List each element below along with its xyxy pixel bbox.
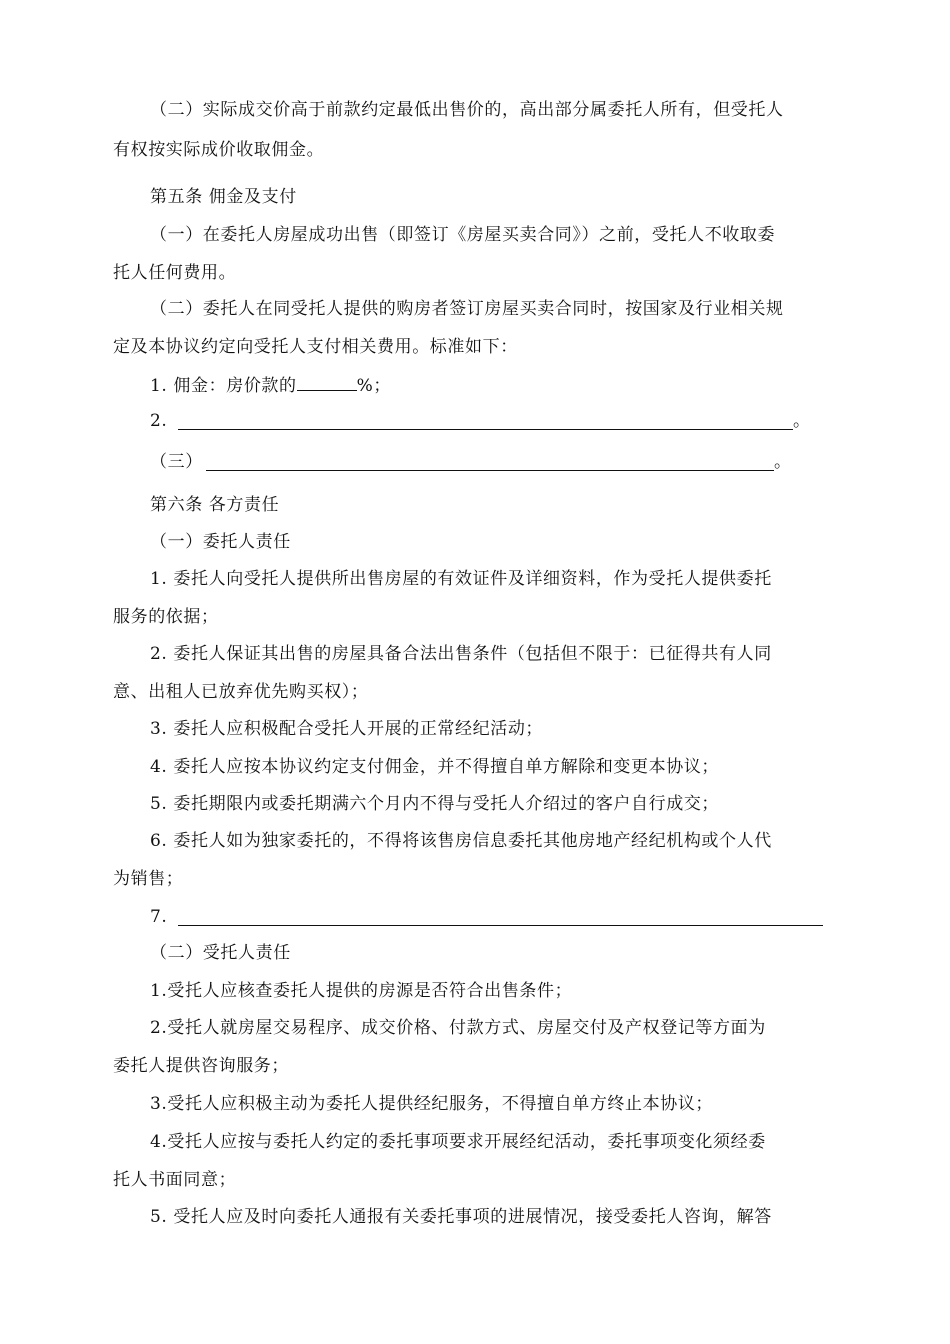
- paragraph-line: 2.受托人就房屋交易程序、成交价格、付款方式、房屋交付及产权登记等方面为: [150, 1018, 766, 1038]
- section-title-agent: （二）受托人责任: [150, 943, 291, 963]
- paragraph-line: 委托人提供咨询服务；: [113, 1056, 289, 1076]
- paragraph-line: 意、出租人已放弃优先购买权）；: [113, 682, 369, 702]
- fee-item-2-number: 2.: [150, 411, 168, 431]
- fee-item-2-blank: [178, 429, 793, 430]
- paragraph-line: 有权按实际成价收取佣金。: [113, 140, 325, 160]
- paragraph-line: 服务的依据；: [113, 607, 219, 627]
- article-5-title: 第五条 佣金及支付: [150, 187, 297, 207]
- section-title-principal: （一）委托人责任: [150, 532, 291, 552]
- paragraph-line: 3.受托人应积极主动为委托人提供经纪服务，不得擅自单方终止本协议；: [150, 1094, 714, 1114]
- paragraph-line: 托人书面同意；: [113, 1170, 237, 1190]
- paragraph-line: 托人任何费用。: [113, 263, 237, 283]
- item-7-blank: [178, 925, 823, 926]
- paragraph-line: 4.受托人应按与委托人约定的委托事项要求开展经纪活动，委托事项变化须经委: [150, 1132, 766, 1152]
- fee-item-3-number: （三）: [150, 452, 203, 472]
- item-7-number: 7.: [150, 907, 168, 927]
- fee-item-3-end: 。: [774, 452, 792, 472]
- paragraph-line: 4. 委托人应按本协议约定支付佣金，并不得擅自单方解除和变更本协议；: [150, 757, 720, 777]
- paragraph-line: （二）实际成交价高于前款约定最低出售价的，高出部分属委托人所有，但受托人: [150, 100, 784, 120]
- paragraph-line: 为销售；: [113, 869, 184, 889]
- commission-percent-blank: [297, 372, 357, 391]
- paragraph-line: 2. 委托人保证其出售的房屋具备合法出售条件（包括但不限于：已征得共有人同: [150, 644, 772, 664]
- fee-item-1-suffix: %；: [356, 376, 391, 396]
- fee-item-1: [150, 372, 391, 397]
- article-6-title: 第六条 各方责任: [150, 495, 280, 515]
- paragraph-line: 定及本协议约定向受托人支付相关费用。标准如下：: [113, 337, 518, 357]
- paragraph-line: 5. 委托期限内或委托期满六个月内不得与受托人介绍过的客户自行成交；: [150, 794, 720, 814]
- paragraph-line: 6. 委托人如为独家委托的，不得将该售房信息委托其他房地产经纪机构或个人代: [150, 831, 772, 851]
- paragraph-line: 3. 委托人应积极配合受托人开展的正常经纪活动；: [150, 719, 544, 739]
- paragraph-line: （一）在委托人房屋成功出售（即签订《房屋买卖合同》）之前，受托人不收取委: [150, 225, 776, 245]
- paragraph-line: 1.受托人应核查委托人提供的房源是否符合出售条件；: [150, 981, 573, 1001]
- paragraph-line: （二）委托人在同受托人提供的购房者签订房屋买卖合同时，按国家及行业相关规: [150, 299, 784, 319]
- fee-item-2-end: 。: [793, 411, 811, 431]
- paragraph-line: 5. 受托人应及时向委托人通报有关委托事项的进展情况，接受委托人咨询，解答: [150, 1207, 772, 1227]
- fee-item-1-label: 1. 佣金：房价款的: [150, 376, 297, 396]
- paragraph-line: 1. 委托人向受托人提供所出售房屋的有效证件及详细资料，作为受托人提供委托: [150, 569, 772, 589]
- fee-item-3-blank: [206, 470, 774, 471]
